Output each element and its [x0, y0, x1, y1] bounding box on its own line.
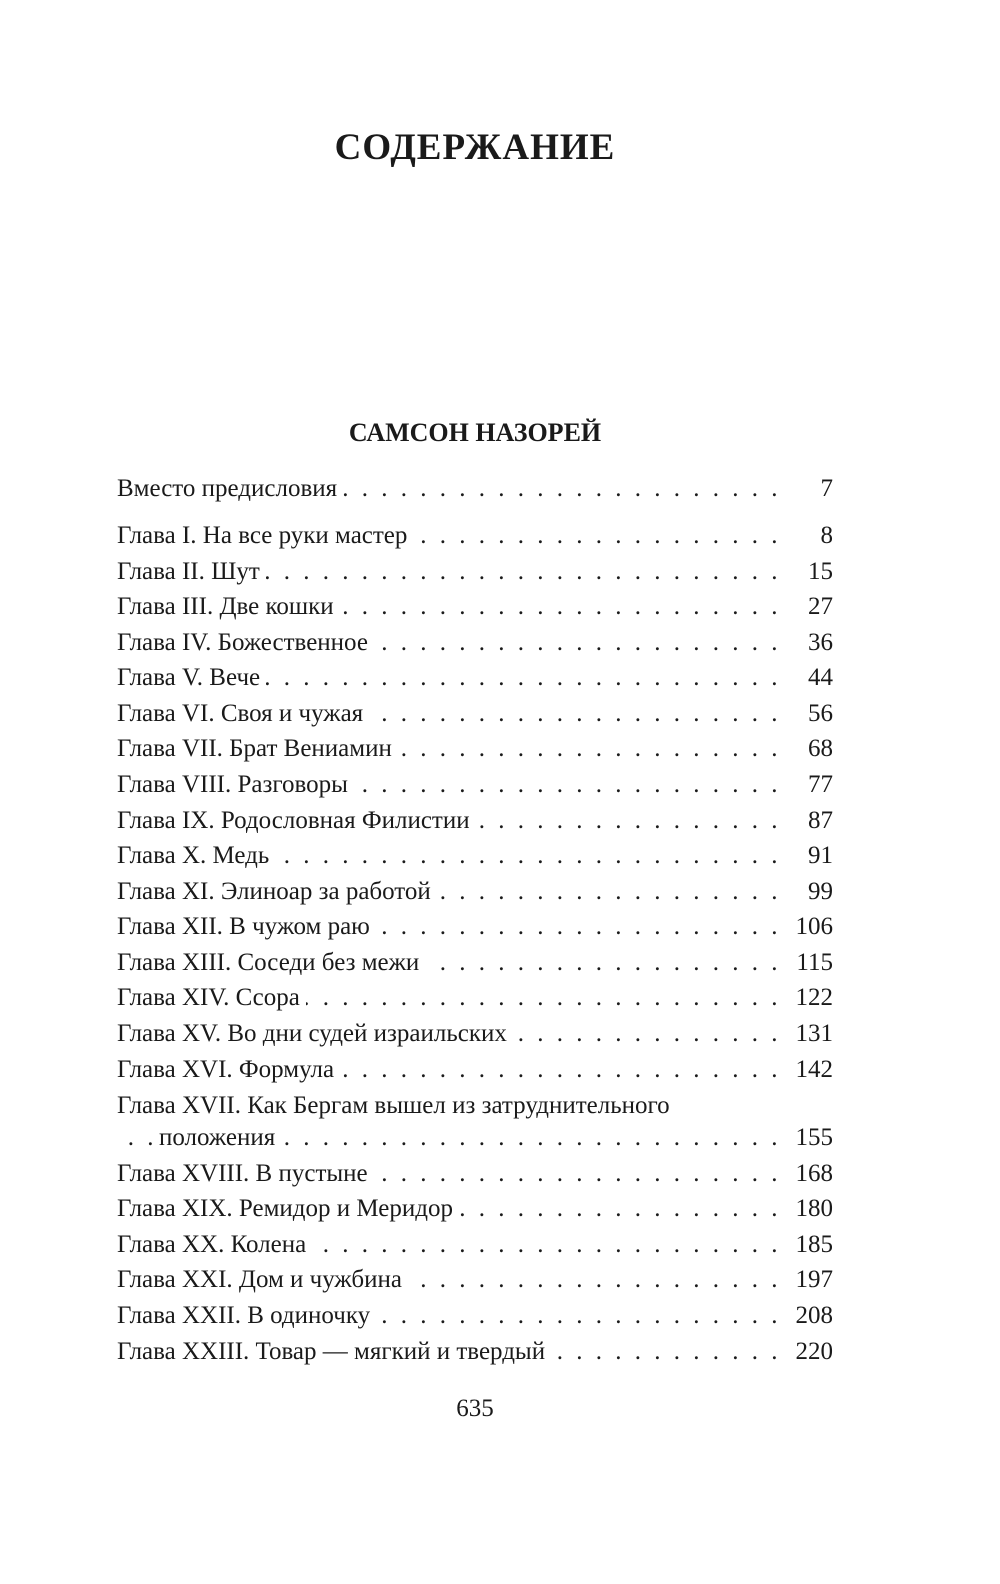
toc-entry-page: 36: [802, 626, 833, 660]
toc-entry-title: Глава III. Две кошки: [117, 590, 340, 624]
toc-entry[interactable]: [117, 555, 833, 589]
toc-entry[interactable]: [117, 1299, 833, 1333]
toc-entry-title: Глава I. На все руки мастер: [117, 519, 413, 553]
toc-entry-page: 44: [802, 661, 833, 695]
toc-entry-page: 87: [802, 804, 833, 838]
toc-entry-page: 106: [790, 910, 834, 944]
toc-entry-title: Глава XV. Во дни судей израильских: [117, 1017, 513, 1051]
toc-entry-title: Глава XI. Элиноар за работой: [117, 875, 437, 909]
toc-entry[interactable]: [117, 1017, 833, 1051]
toc-entry-page: 99: [802, 875, 833, 909]
toc-entry[interactable]: [117, 910, 833, 944]
toc-entry[interactable]: [117, 1192, 833, 1226]
toc-entry[interactable]: [117, 946, 833, 980]
toc-entry-page: 91: [802, 839, 833, 873]
toc-entry[interactable]: [117, 804, 833, 838]
page-title: СОДЕРЖАНИЕ: [334, 127, 616, 168]
toc-entry[interactable]: [117, 1335, 833, 1369]
toc-entry[interactable]: [117, 768, 833, 802]
page-number: 635: [456, 1395, 494, 1422]
toc-entry-title: Глава VII. Брат Вениамин: [117, 732, 398, 766]
toc-entry-page: 56: [802, 697, 833, 731]
toc-entry[interactable]: [117, 697, 833, 731]
toc-entry-title-line2: положения: [159, 1121, 281, 1155]
toc-entry[interactable]: [117, 981, 833, 1015]
toc-entry-title: Глава XIV. Ссора: [117, 981, 306, 1015]
toc-entry-title: Глава XX. Колена: [117, 1228, 312, 1262]
toc-entry-page: 197: [790, 1263, 834, 1297]
toc-entry[interactable]: [117, 626, 833, 660]
toc-entry[interactable]: [117, 472, 833, 506]
toc-entry[interactable]: [117, 519, 833, 553]
section-title: САМСОН НАЗОРЕЙ: [348, 418, 602, 447]
toc-entry-page: 7: [815, 472, 834, 506]
toc-entry-page: 115: [790, 946, 833, 980]
toc-entry-page: 142: [790, 1053, 834, 1087]
toc-entry-page: 15: [802, 555, 833, 589]
toc-entry[interactable]: [117, 732, 833, 766]
toc-entry-title: Глава II. Шут: [117, 555, 266, 589]
toc-entry-title: Глава IX. Родословная Филистии: [117, 804, 476, 838]
toc-entry[interactable]: [117, 661, 833, 695]
toc-entry-page: 155: [790, 1121, 834, 1155]
toc-entry-page: 220: [790, 1335, 834, 1369]
toc-entry-page: 180: [790, 1192, 834, 1226]
toc-entry-page: 68: [802, 732, 833, 766]
toc-entry-title: Глава XXI. Дом и чужбина: [117, 1263, 408, 1297]
toc-entry[interactable]: [117, 875, 833, 909]
toc-entry[interactable]: [117, 1053, 833, 1087]
toc-entry-title: Глава XIX. Ремидор и Меридор: [117, 1192, 459, 1226]
toc-entry-title: Глава VIII. Разговоры: [117, 768, 354, 802]
toc-entry[interactable]: [117, 1157, 833, 1191]
toc-entry-title: Глава XVI. Формула: [117, 1053, 340, 1087]
toc-entry-page: 208: [790, 1299, 834, 1333]
toc-entry-page: 77: [802, 768, 833, 802]
toc-entry-page: 185: [790, 1228, 834, 1262]
toc-entry[interactable]: [117, 1228, 833, 1262]
toc-entry-title: Глава VI. Своя и чужая: [117, 697, 369, 731]
toc-entry-title: Глава XII. В чужом раю: [117, 910, 376, 944]
toc-entry-title: Глава V. Вече: [117, 661, 266, 695]
toc-entry-title: Глава XVIII. В пустыне: [117, 1157, 374, 1191]
toc-entry-page: 8: [815, 519, 834, 553]
toc-entry-page: 131: [790, 1017, 834, 1051]
toc-entry-page: 168: [790, 1157, 834, 1191]
toc-entry-page: 27: [802, 590, 833, 624]
toc-entry[interactable]: [117, 1263, 833, 1297]
toc-entry-title: Глава IV. Божественное: [117, 626, 374, 660]
toc-entry-title-line1[interactable]: Глава XVII. Как Бергам вышел из затруднительного: [117, 1092, 670, 1119]
toc-entry[interactable]: [117, 590, 833, 624]
toc-entry-title: Глава XXII. В одиночку: [117, 1299, 376, 1333]
toc-entry-title: Глава X. Медь: [117, 839, 275, 873]
toc-entry-title: Глава XIII. Соседи без межи: [117, 946, 425, 980]
toc-entry[interactable]: [117, 839, 833, 873]
toc-entry[interactable]: [117, 1121, 833, 1155]
toc-entry-title: Вместо предисловия: [117, 472, 343, 506]
toc-entry-page: 122: [790, 981, 834, 1015]
toc-entry-title: Глава XXIII. Товар — мягкий и твердый: [117, 1335, 551, 1369]
